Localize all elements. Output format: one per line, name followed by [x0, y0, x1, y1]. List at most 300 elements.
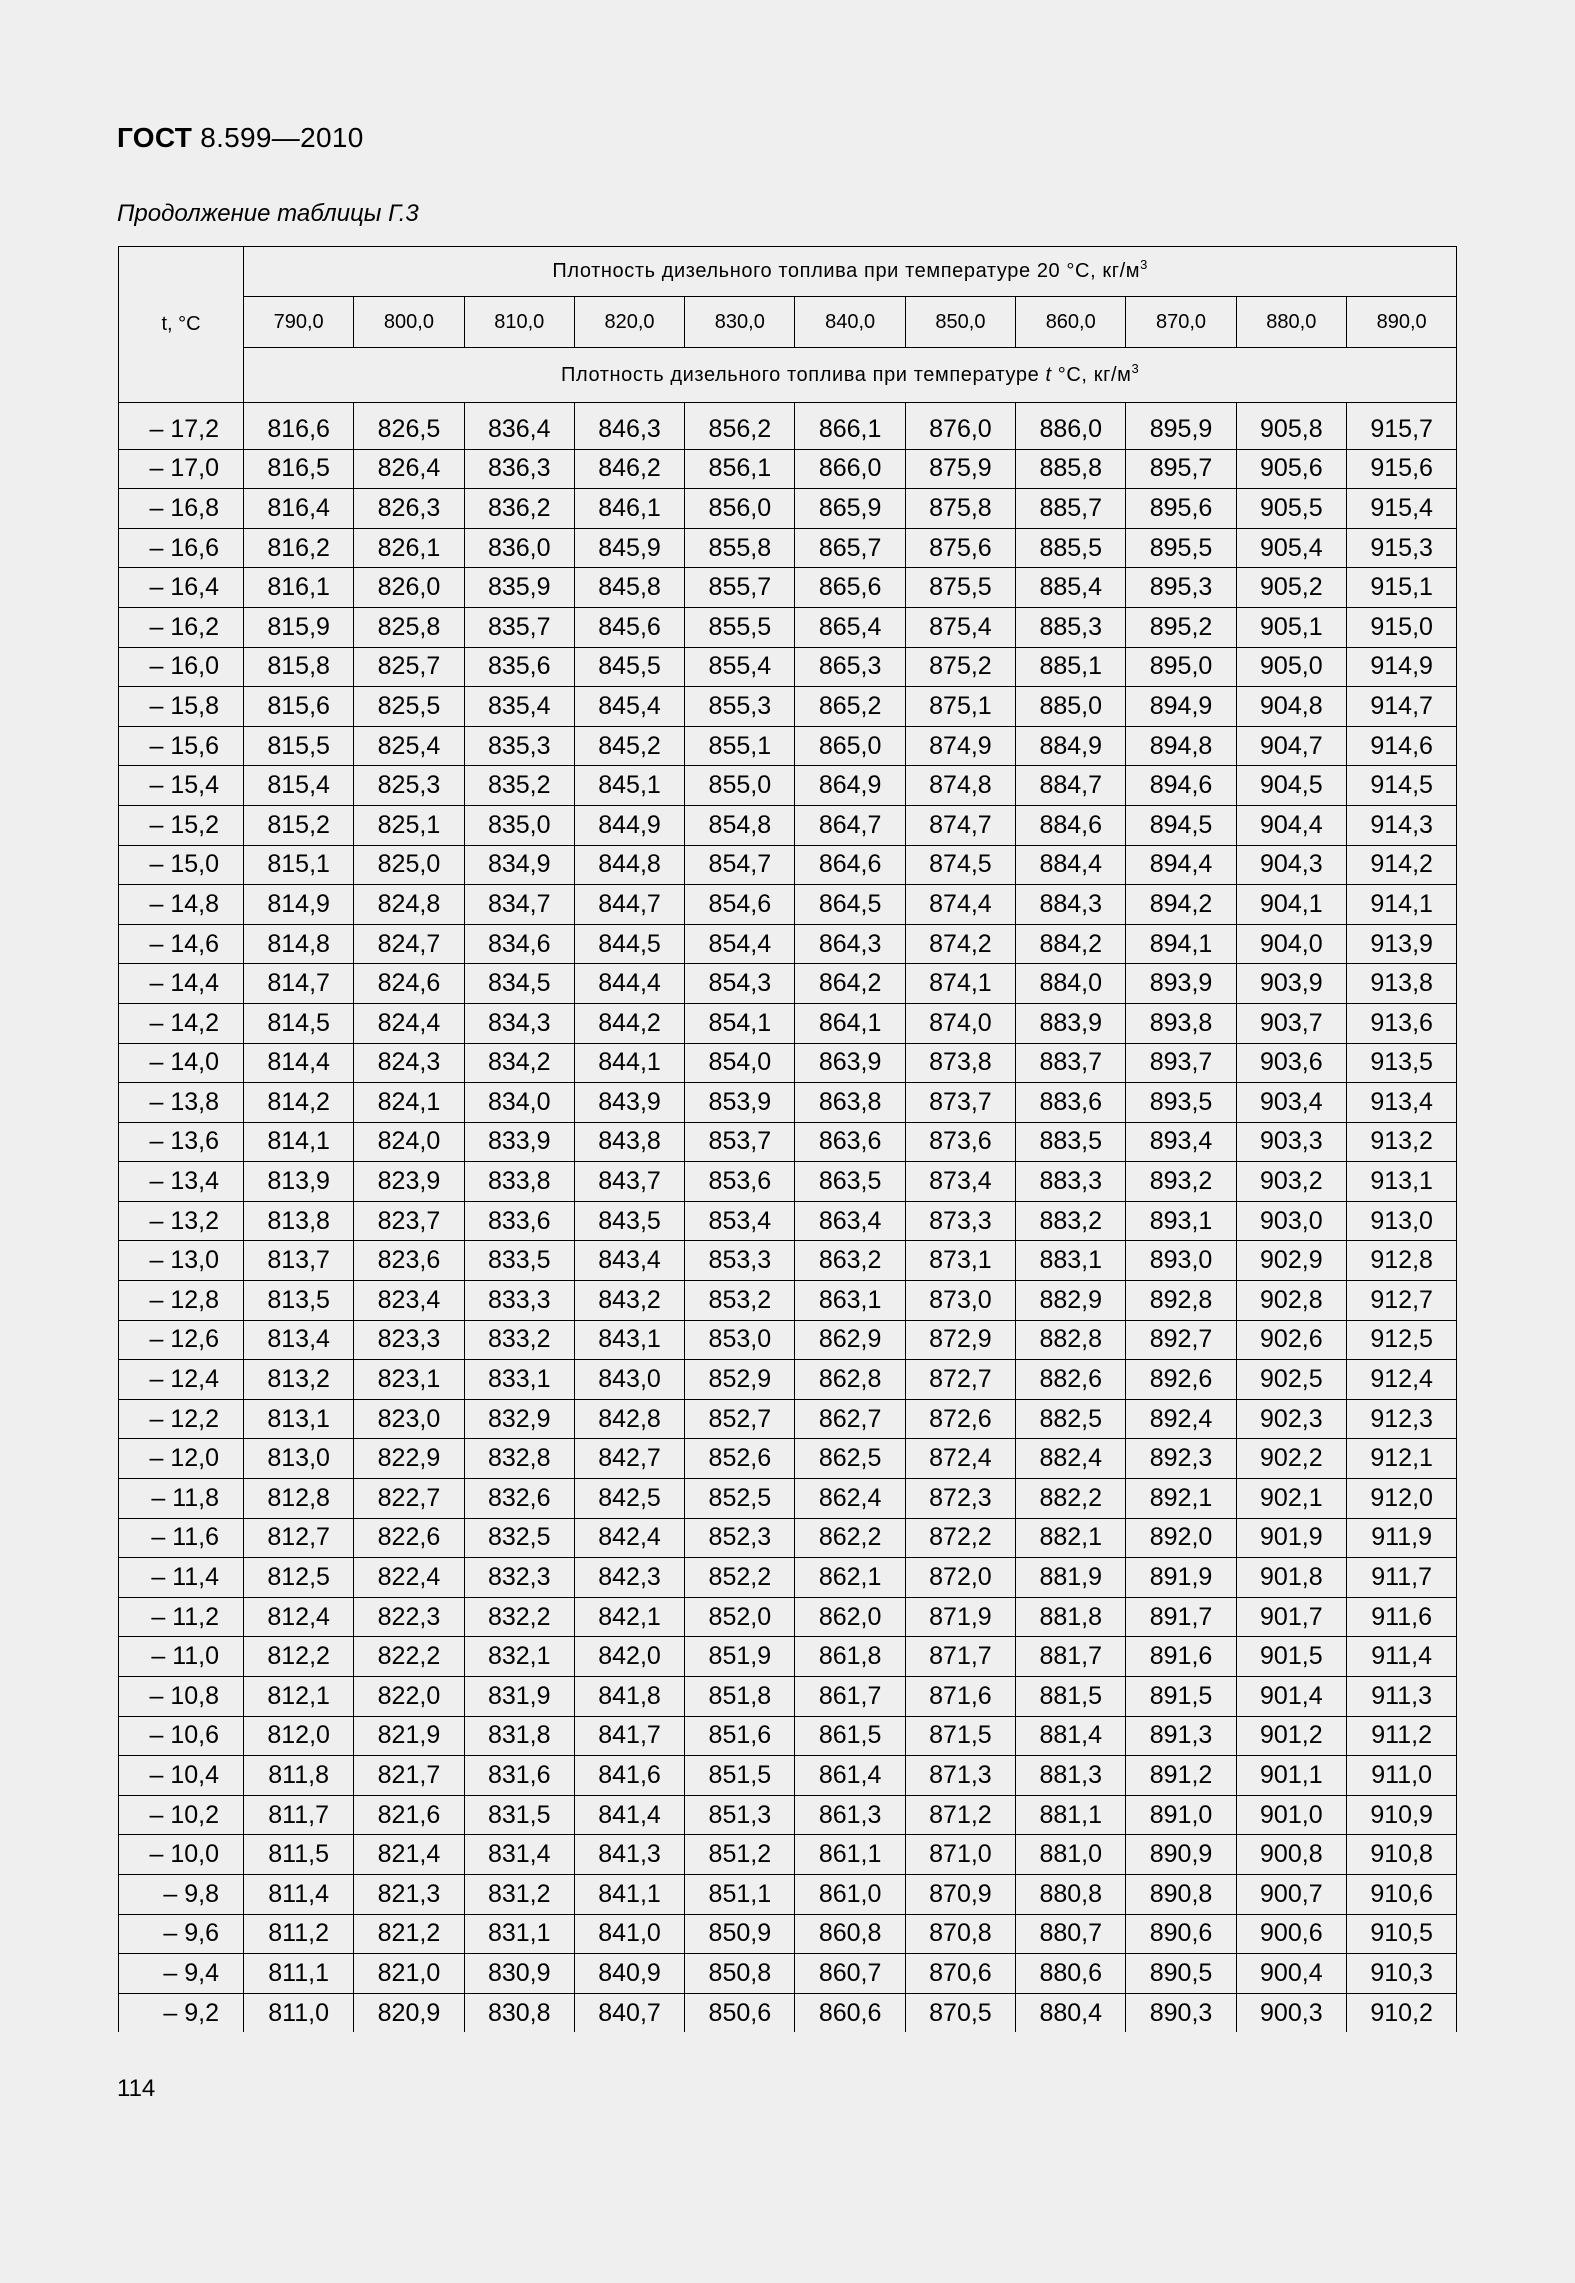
reference-density-header: 870,0 — [1126, 297, 1236, 348]
density-cell: 900,6 — [1236, 1914, 1346, 1954]
table-caption: Продолжение таблицы Г.3 — [117, 200, 419, 227]
density-cell: 905,1 — [1236, 607, 1346, 647]
density-cell: 895,2 — [1126, 607, 1236, 647]
density-cell: 912,4 — [1346, 1360, 1456, 1400]
density-cell: 910,5 — [1346, 1914, 1456, 1954]
density-cell: 881,8 — [1016, 1597, 1126, 1637]
density-cell: 891,5 — [1126, 1677, 1236, 1717]
density-cell: 874,7 — [905, 805, 1015, 845]
density-cell: 892,6 — [1126, 1360, 1236, 1400]
temperature-cell: – 15,8 — [119, 687, 244, 727]
reference-density-header: 790,0 — [244, 297, 354, 348]
density-cell: 881,3 — [1016, 1756, 1126, 1796]
density-cell: 914,2 — [1346, 845, 1456, 885]
density-cell: 841,1 — [574, 1874, 684, 1914]
density-cell: 824,3 — [354, 1043, 464, 1083]
density-cell: 873,8 — [905, 1043, 1015, 1083]
density-cell: 832,1 — [464, 1637, 574, 1677]
density-cell: 822,9 — [354, 1439, 464, 1479]
density-cell: 911,2 — [1346, 1716, 1456, 1756]
density-cell: 891,3 — [1126, 1716, 1236, 1756]
density-cell: 904,5 — [1236, 766, 1346, 806]
density-cell: 891,0 — [1126, 1795, 1236, 1835]
density-cell: 822,6 — [354, 1518, 464, 1558]
density-cell: 910,9 — [1346, 1795, 1456, 1835]
density-cell: 855,1 — [685, 726, 795, 766]
density-cell: 872,9 — [905, 1320, 1015, 1360]
density-cell: 853,4 — [685, 1201, 795, 1241]
density-cell: 912,1 — [1346, 1439, 1456, 1479]
density-cell: 815,5 — [244, 726, 354, 766]
density-cell: 843,2 — [574, 1281, 684, 1321]
density-cell: 813,0 — [244, 1439, 354, 1479]
density-cell: 854,3 — [685, 964, 795, 1004]
density-cell: 853,3 — [685, 1241, 795, 1281]
density-cell: 893,9 — [1126, 964, 1236, 1004]
density-cell: 822,7 — [354, 1479, 464, 1519]
density-cell: 815,8 — [244, 647, 354, 687]
density-cell: 904,3 — [1236, 845, 1346, 885]
temperature-cell: – 10,0 — [119, 1835, 244, 1875]
density-cell: 834,9 — [464, 845, 574, 885]
density-cell: 915,4 — [1346, 489, 1456, 529]
density-cell: 890,8 — [1126, 1874, 1236, 1914]
density-cell: 872,2 — [905, 1518, 1015, 1558]
density-cell: 825,8 — [354, 607, 464, 647]
density-cell: 884,9 — [1016, 726, 1126, 766]
density-cell: 816,1 — [244, 568, 354, 608]
density-cell: 845,2 — [574, 726, 684, 766]
density-cell: 864,9 — [795, 766, 905, 806]
density-cell: 815,1 — [244, 845, 354, 885]
table-row — [119, 1399, 1457, 1439]
density-cell: 865,3 — [795, 647, 905, 687]
density-cell: 864,5 — [795, 885, 905, 925]
standard-prefix: ГОСТ — [117, 122, 193, 153]
density-cell: 854,7 — [685, 845, 795, 885]
density-cell: 872,0 — [905, 1558, 1015, 1598]
temperature-cell: – 11,4 — [119, 1558, 244, 1598]
density-cell: 834,3 — [464, 1003, 574, 1043]
density-cell: 833,6 — [464, 1201, 574, 1241]
density-cell: 854,6 — [685, 885, 795, 925]
temperature-cell: – 9,2 — [119, 1993, 244, 2032]
density-cell: 821,9 — [354, 1716, 464, 1756]
density-cell: 900,3 — [1236, 1993, 1346, 2032]
density-cell: 914,7 — [1346, 687, 1456, 727]
density-cell: 895,3 — [1126, 568, 1236, 608]
density-cell: 861,1 — [795, 1835, 905, 1875]
density-cell: 833,3 — [464, 1281, 574, 1321]
density-cell: 855,8 — [685, 528, 795, 568]
density-cell: 915,6 — [1346, 449, 1456, 489]
density-cell: 825,7 — [354, 647, 464, 687]
density-cell: 823,7 — [354, 1201, 464, 1241]
density-cell: 845,8 — [574, 568, 684, 608]
density-cell: 834,0 — [464, 1083, 574, 1123]
density-cell: 841,6 — [574, 1756, 684, 1796]
density-cell: 834,5 — [464, 964, 574, 1004]
density-cell: 863,1 — [795, 1281, 905, 1321]
table-row — [119, 1677, 1457, 1717]
density-cell: 902,2 — [1236, 1439, 1346, 1479]
density-cell: 885,5 — [1016, 528, 1126, 568]
density-20c-header: Плотность дизельного топлива при температуре 20 °С, $кг/м^3$ — [244, 247, 1457, 297]
density-cell: 902,1 — [1236, 1479, 1346, 1519]
table-row — [119, 647, 1457, 687]
temperature-cell: – 16,8 — [119, 489, 244, 529]
density-cell: 814,7 — [244, 964, 354, 1004]
density-cell: 851,3 — [685, 1795, 795, 1835]
density-cell: 892,0 — [1126, 1518, 1236, 1558]
density-cell: 851,6 — [685, 1716, 795, 1756]
density-cell: 861,8 — [795, 1637, 905, 1677]
temperature-cell: – 14,8 — [119, 885, 244, 925]
density-cell: 866,1 — [795, 410, 905, 449]
density-cell: 832,3 — [464, 1558, 574, 1598]
density-cell: 824,7 — [354, 924, 464, 964]
density-cell: 841,4 — [574, 1795, 684, 1835]
density-cell: 853,2 — [685, 1281, 795, 1321]
density-cell: 912,7 — [1346, 1281, 1456, 1321]
density-cell: 831,1 — [464, 1914, 574, 1954]
density-cell: 821,6 — [354, 1795, 464, 1835]
temperature-cell: – 12,8 — [119, 1281, 244, 1321]
density-cell: 813,7 — [244, 1241, 354, 1281]
density-cell: 873,1 — [905, 1241, 1015, 1281]
density-cell: 905,5 — [1236, 489, 1346, 529]
density-cell: 876,0 — [905, 410, 1015, 449]
density-cell: 834,6 — [464, 924, 574, 964]
density-cell: 872,4 — [905, 1439, 1015, 1479]
density-cell: 856,1 — [685, 449, 795, 489]
density-cell: 812,8 — [244, 1479, 354, 1519]
density-cell: 874,4 — [905, 885, 1015, 925]
density-cell: 913,4 — [1346, 1083, 1456, 1123]
density-cell: 910,6 — [1346, 1874, 1456, 1914]
density-cell: 843,4 — [574, 1241, 684, 1281]
density-cell: 852,2 — [685, 1558, 795, 1598]
density-cell: 851,9 — [685, 1637, 795, 1677]
standard-number: 8.599—2010 — [192, 122, 364, 153]
density-cell: 862,9 — [795, 1320, 905, 1360]
density-cell: 864,7 — [795, 805, 905, 845]
density-cell: 904,4 — [1236, 805, 1346, 845]
density-cell: 814,5 — [244, 1003, 354, 1043]
density-cell: 842,0 — [574, 1637, 684, 1677]
density-cell: 825,1 — [354, 805, 464, 845]
density-cell: 875,4 — [905, 607, 1015, 647]
density-cell: 852,0 — [685, 1597, 795, 1637]
table-row — [119, 1281, 1457, 1321]
density-cell: 816,6 — [244, 410, 354, 449]
density-cell: 895,6 — [1126, 489, 1236, 529]
table-row — [119, 1479, 1457, 1519]
density-cell: 864,3 — [795, 924, 905, 964]
reference-density-header: 810,0 — [464, 297, 574, 348]
density-cell: 851,1 — [685, 1874, 795, 1914]
density-cell: 815,4 — [244, 766, 354, 806]
table-row — [119, 568, 1457, 608]
density-cell: 842,4 — [574, 1518, 684, 1558]
temperature-cell: – 14,4 — [119, 964, 244, 1004]
density-cell: 855,5 — [685, 607, 795, 647]
reference-density-header: 850,0 — [905, 297, 1015, 348]
density-cell: 814,4 — [244, 1043, 354, 1083]
density-cell: 845,6 — [574, 607, 684, 647]
density-cell: 824,0 — [354, 1122, 464, 1162]
density-cell: 844,4 — [574, 964, 684, 1004]
density-cell: 826,0 — [354, 568, 464, 608]
table-row — [119, 410, 1457, 449]
density-cell: 823,4 — [354, 1281, 464, 1321]
density-cell: 901,0 — [1236, 1795, 1346, 1835]
temperature-cell: – 10,8 — [119, 1677, 244, 1717]
density-cell: 902,6 — [1236, 1320, 1346, 1360]
density-cell: 903,6 — [1236, 1043, 1346, 1083]
density-cell: 842,1 — [574, 1597, 684, 1637]
density-cell: 871,9 — [905, 1597, 1015, 1637]
density-cell: 890,9 — [1126, 1835, 1236, 1875]
density-cell: 831,2 — [464, 1874, 574, 1914]
density-cell: 813,8 — [244, 1201, 354, 1241]
density-cell: 811,2 — [244, 1914, 354, 1954]
density-cell: 814,9 — [244, 885, 354, 925]
density-cell: 890,6 — [1126, 1914, 1236, 1954]
density-cell: 881,0 — [1016, 1835, 1126, 1875]
density-cell: 882,6 — [1016, 1360, 1126, 1400]
density-cell: 900,7 — [1236, 1874, 1346, 1914]
density-cell: 861,5 — [795, 1716, 905, 1756]
temperature-cell: – 13,0 — [119, 1241, 244, 1281]
table-row — [119, 1439, 1457, 1479]
density-cell: 894,9 — [1126, 687, 1236, 727]
density-cell: 881,9 — [1016, 1558, 1126, 1598]
density-cell: 892,3 — [1126, 1439, 1236, 1479]
density-cell: 865,7 — [795, 528, 905, 568]
density-cell: 816,2 — [244, 528, 354, 568]
density-cell: 846,3 — [574, 410, 684, 449]
temperature-cell: – 15,0 — [119, 845, 244, 885]
density-cell: 845,4 — [574, 687, 684, 727]
density-cell: 871,2 — [905, 1795, 1015, 1835]
density-cell: 813,1 — [244, 1399, 354, 1439]
density-cell: 821,3 — [354, 1874, 464, 1914]
density-cell: 841,8 — [574, 1677, 684, 1717]
density-cell: 820,9 — [354, 1993, 464, 2032]
density-cell: 901,4 — [1236, 1677, 1346, 1717]
density-cell: 905,8 — [1236, 410, 1346, 449]
density-cell: 854,0 — [685, 1043, 795, 1083]
density-cell: 853,7 — [685, 1122, 795, 1162]
density-cell: 911,3 — [1346, 1677, 1456, 1717]
density-cell: 842,3 — [574, 1558, 684, 1598]
density-cell: 841,7 — [574, 1716, 684, 1756]
density-cell: 866,0 — [795, 449, 905, 489]
temperature-cell: – 12,6 — [119, 1320, 244, 1360]
density-cell: 862,7 — [795, 1399, 905, 1439]
density-cell: 903,2 — [1236, 1162, 1346, 1202]
density-cell: 811,1 — [244, 1954, 354, 1994]
density-cell: 832,8 — [464, 1439, 574, 1479]
temperature-cell: – 13,6 — [119, 1122, 244, 1162]
density-cell: 811,8 — [244, 1756, 354, 1796]
density-cell: 901,5 — [1236, 1637, 1346, 1677]
table-row — [119, 1835, 1457, 1875]
density-cell: 891,2 — [1126, 1756, 1236, 1796]
table-row — [119, 1360, 1457, 1400]
density-cell: 885,7 — [1016, 489, 1126, 529]
density-cell: 870,8 — [905, 1914, 1015, 1954]
density-cell: 846,2 — [574, 449, 684, 489]
density-cell: 884,3 — [1016, 885, 1126, 925]
density-cell: 875,5 — [905, 568, 1015, 608]
density-cell: 843,1 — [574, 1320, 684, 1360]
density-cell: 885,8 — [1016, 449, 1126, 489]
density-cell: 882,9 — [1016, 1281, 1126, 1321]
density-cell: 835,6 — [464, 647, 574, 687]
density-cell: 852,6 — [685, 1439, 795, 1479]
density-cell: 812,4 — [244, 1597, 354, 1637]
density-cell: 872,3 — [905, 1479, 1015, 1519]
density-cell: 826,5 — [354, 410, 464, 449]
density-cell: 811,0 — [244, 1993, 354, 2032]
density-cell: 823,9 — [354, 1162, 464, 1202]
density-cell: 854,1 — [685, 1003, 795, 1043]
density-cell: 893,8 — [1126, 1003, 1236, 1043]
density-cell: 825,4 — [354, 726, 464, 766]
density-cell: 826,4 — [354, 449, 464, 489]
density-cell: 911,0 — [1346, 1756, 1456, 1796]
density-cell: 894,1 — [1126, 924, 1236, 964]
density-cell: 914,6 — [1346, 726, 1456, 766]
density-cell: 852,9 — [685, 1360, 795, 1400]
density-cell: 881,1 — [1016, 1795, 1126, 1835]
density-cell: 825,3 — [354, 766, 464, 806]
density-cell: 852,3 — [685, 1518, 795, 1558]
temperature-cell: – 17,0 — [119, 449, 244, 489]
density-cell: 874,9 — [905, 726, 1015, 766]
density-cell: 880,7 — [1016, 1914, 1126, 1954]
density-cell: 854,8 — [685, 805, 795, 845]
density-cell: 863,9 — [795, 1043, 905, 1083]
density-cell: 901,1 — [1236, 1756, 1346, 1796]
density-cell: 915,1 — [1346, 568, 1456, 608]
density-cell: 862,1 — [795, 1558, 905, 1598]
temperature-cell: – 11,0 — [119, 1637, 244, 1677]
density-cell: 823,3 — [354, 1320, 464, 1360]
density-cell: 861,3 — [795, 1795, 905, 1835]
density-cell: 814,1 — [244, 1122, 354, 1162]
density-cell: 835,4 — [464, 687, 574, 727]
table-row — [119, 1795, 1457, 1835]
density-cell: 843,7 — [574, 1162, 684, 1202]
density-cell: 832,2 — [464, 1597, 574, 1637]
standard-designation — [117, 120, 364, 156]
density-cell: 870,6 — [905, 1954, 1015, 1994]
table-row — [119, 1756, 1457, 1796]
table-row — [119, 1954, 1457, 1994]
density-cell: 873,4 — [905, 1162, 1015, 1202]
density-cell: 882,8 — [1016, 1320, 1126, 1360]
density-cell: 893,4 — [1126, 1122, 1236, 1162]
density-cell: 882,2 — [1016, 1479, 1126, 1519]
density-cell: 861,7 — [795, 1677, 905, 1717]
density-cell: 895,5 — [1126, 528, 1236, 568]
table-row — [119, 528, 1457, 568]
density-cell: 844,7 — [574, 885, 684, 925]
temperature-cell: – 11,6 — [119, 1518, 244, 1558]
density-cell: 885,1 — [1016, 647, 1126, 687]
density-cell: 895,9 — [1126, 410, 1236, 449]
density-cell: 811,7 — [244, 1795, 354, 1835]
header-spacer — [119, 403, 1457, 411]
density-cell: 871,0 — [905, 1835, 1015, 1875]
reference-density-header: 820,0 — [574, 297, 684, 348]
temperature-cell: – 15,6 — [119, 726, 244, 766]
density-cell: 840,7 — [574, 1993, 684, 2032]
density-cell: 813,2 — [244, 1360, 354, 1400]
density-cell: 825,0 — [354, 845, 464, 885]
density-cell: 850,8 — [685, 1954, 795, 1994]
density-cell: 864,1 — [795, 1003, 905, 1043]
table-row — [119, 449, 1457, 489]
density-cell: 813,5 — [244, 1281, 354, 1321]
density-cell: 865,4 — [795, 607, 905, 647]
density-cell: 863,6 — [795, 1122, 905, 1162]
density-cell: 884,7 — [1016, 766, 1126, 806]
density-cell: 914,1 — [1346, 885, 1456, 925]
density-cell: 863,5 — [795, 1162, 905, 1202]
density-cell: 855,7 — [685, 568, 795, 608]
reference-density-row — [119, 297, 1457, 348]
density-cell: 862,2 — [795, 1518, 905, 1558]
density-cell: 860,6 — [795, 1993, 905, 2032]
density-cell: 881,7 — [1016, 1637, 1126, 1677]
density-cell: 860,7 — [795, 1954, 905, 1994]
temperature-cell: – 12,4 — [119, 1360, 244, 1400]
density-cell: 892,8 — [1126, 1281, 1236, 1321]
density-cell: 831,4 — [464, 1835, 574, 1875]
density-cell: 882,1 — [1016, 1518, 1126, 1558]
density-cell: 880,4 — [1016, 1993, 1126, 2032]
density-cell: 853,9 — [685, 1083, 795, 1123]
density-cell: 830,9 — [464, 1954, 574, 1994]
density-cell: 891,6 — [1126, 1637, 1236, 1677]
temperature-cell: – 10,6 — [119, 1716, 244, 1756]
density-cell: 865,2 — [795, 687, 905, 727]
density-cell: 814,8 — [244, 924, 354, 964]
density-cell: 884,2 — [1016, 924, 1126, 964]
density-cell: 845,5 — [574, 647, 684, 687]
density-cell: 843,5 — [574, 1201, 684, 1241]
table-row — [119, 1083, 1457, 1123]
density-cell: 833,8 — [464, 1162, 574, 1202]
table-row — [119, 1518, 1457, 1558]
density-cell: 893,0 — [1126, 1241, 1236, 1281]
density-cell: 844,2 — [574, 1003, 684, 1043]
temperature-cell: – 10,2 — [119, 1795, 244, 1835]
density-cell: 863,2 — [795, 1241, 905, 1281]
density-cell: 871,5 — [905, 1716, 1015, 1756]
density-cell: 871,3 — [905, 1756, 1015, 1796]
density-cell: 864,6 — [795, 845, 905, 885]
density-cell: 835,7 — [464, 607, 574, 647]
density-cell: 842,5 — [574, 1479, 684, 1519]
density-cell: 841,0 — [574, 1914, 684, 1954]
density-cell: 834,7 — [464, 885, 574, 925]
density-cell: 903,7 — [1236, 1003, 1346, 1043]
